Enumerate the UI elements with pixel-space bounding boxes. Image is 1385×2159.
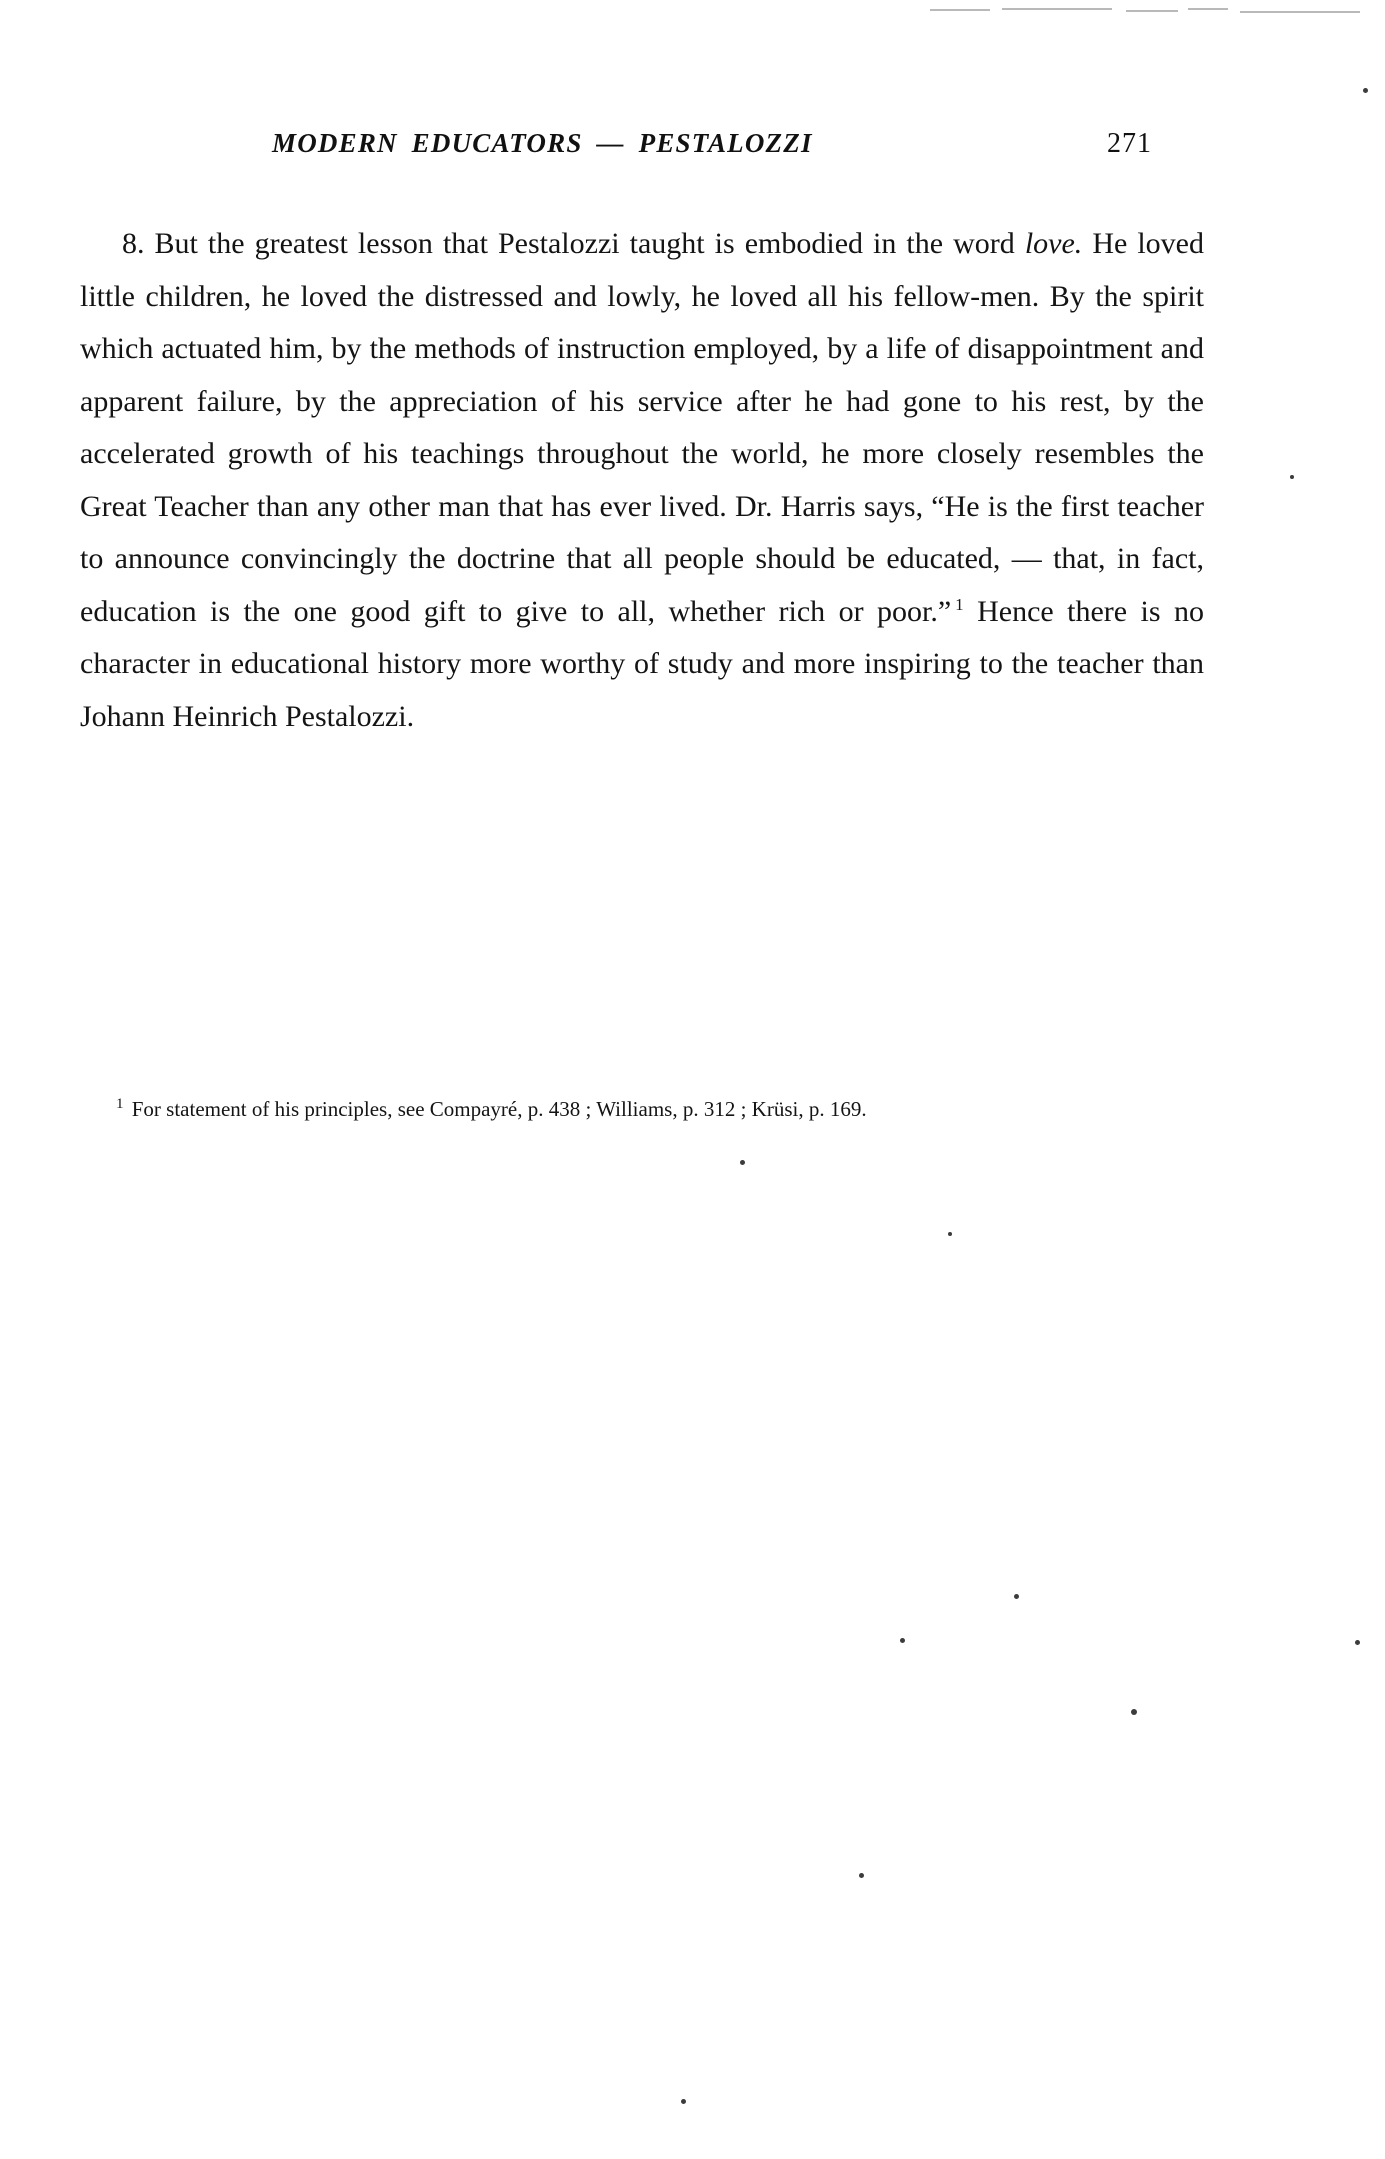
footnote-text: For statement of his principles, see Compayré, p. 438 ; Williams, p. 312 ; Krüsi, p. 169. [126, 1097, 867, 1121]
footnote-1 [80, 1090, 1204, 1128]
scan-speck [1355, 1640, 1360, 1645]
paragraph-text-after-italic: He loved little children, he loved the distressed and lowly, he loved all his fellow-men. By the spirit which actuated him, by the methods of instruction employed, by a life of disappointment and apparent failure, by the appreciation of his service after he had gone to his rest, by the accelerated growth of his teachings throughout the world, he more closely resembles the Great Teacher than any other man that has ever lived. Dr. Harris says, “He is the first teacher to announce convincingly the doctrine that all people should be educated, — that, in fact, education is the one good gift to give to all, whether rich or poor.” [80, 227, 1204, 628]
footnote-marker: 1 [116, 1096, 124, 1112]
running-head [272, 128, 1152, 160]
scan-speck [1290, 475, 1294, 479]
paragraph-8 [80, 218, 1204, 743]
footnote-reference-1: 1 [955, 594, 964, 614]
paragraph-text-after-marker: Hence there is no character in educational history more worthy of study and more inspiring to the teacher than Johann Heinrich Pestalozzi. [80, 594, 1205, 733]
running-head-title: MODERN EDUCATORS — PESTALOZZI [272, 128, 813, 158]
scan-speck [1363, 88, 1368, 93]
scan-speck [900, 1638, 905, 1643]
scan-speck [1014, 1594, 1019, 1599]
footnote-block [80, 1090, 1204, 1128]
scan-speck [948, 1232, 952, 1236]
italic-word-love: love. [1024, 227, 1083, 260]
scan-speck [1131, 1709, 1137, 1715]
page-number: 271 [1107, 128, 1152, 159]
scan-speck [681, 2099, 686, 2104]
scan-speck [859, 1873, 864, 1878]
paragraph-number: 8. [122, 227, 145, 260]
body-text [80, 218, 1204, 743]
scan-speck [740, 1160, 745, 1165]
paragraph-text-before-italic: But the greatest lesson that Pestalozzi taught is embodied in the word [144, 227, 1025, 260]
